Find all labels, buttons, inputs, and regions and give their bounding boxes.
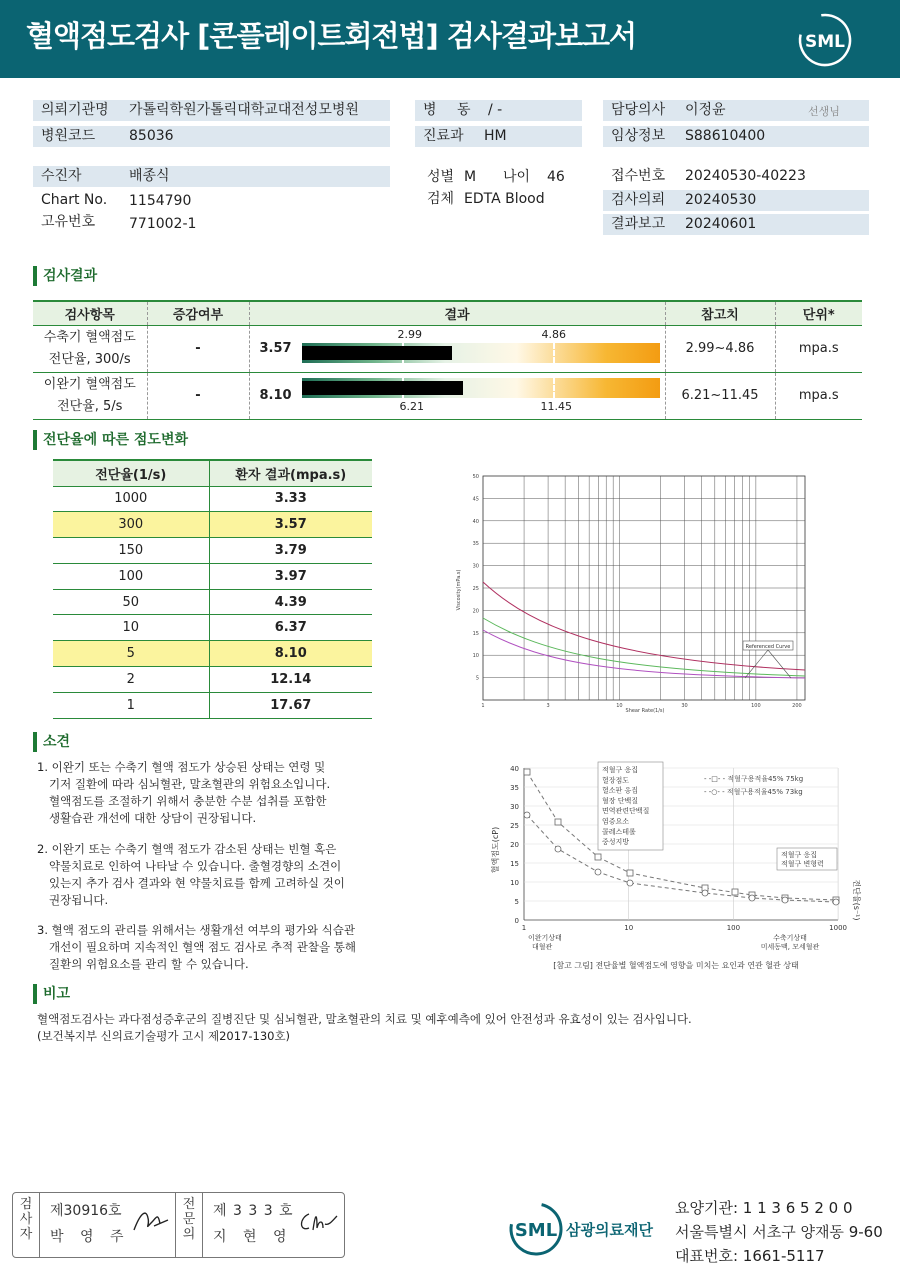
opinion-line: 있는지 추가 검사 결과와 현 약물치료를 함께 고려하실 것이 bbox=[49, 876, 345, 890]
doctor-value: 이정윤 bbox=[685, 102, 726, 118]
x-tick-label: 3 bbox=[546, 703, 550, 709]
table-row bbox=[53, 641, 372, 667]
curve-upper bbox=[483, 582, 805, 670]
marker-circle bbox=[555, 846, 561, 852]
ward-value: / - bbox=[488, 102, 503, 118]
hospital-code-value: 85036 bbox=[129, 128, 174, 144]
opinion-item-2 bbox=[37, 841, 382, 909]
specialist-signature bbox=[295, 1206, 340, 1236]
table-row bbox=[53, 589, 372, 615]
legend-73kg: - -○- - 적혈구용적율45% 73kg bbox=[704, 788, 803, 796]
opinion-line: 3. 혈액 점도의 관리를 위해서는 생활개선 여부의 평가와 식습관 bbox=[37, 923, 355, 937]
request-date-value: 20240530 bbox=[685, 192, 757, 208]
col-item: 검사항목 bbox=[33, 301, 147, 325]
shear-table bbox=[53, 459, 372, 719]
marker-circle bbox=[627, 880, 633, 886]
result-fill bbox=[302, 346, 452, 360]
reference-x-label: 전단율(s⁻¹) bbox=[852, 879, 861, 921]
patient-result-cell: 4.39 bbox=[209, 589, 372, 615]
dept-row: 진료과 bbox=[415, 126, 582, 147]
table-row bbox=[53, 512, 372, 538]
section-opinion: 소견 bbox=[33, 732, 70, 752]
patient-value: 배종식 bbox=[129, 168, 170, 184]
table-row bbox=[53, 667, 372, 693]
y-tick-label: 30 bbox=[472, 563, 479, 570]
change-value: - bbox=[147, 325, 249, 372]
shear-rate-cell: 2 bbox=[53, 667, 209, 693]
marker-circle bbox=[595, 869, 601, 875]
factor-item: 중성지방 bbox=[602, 838, 630, 847]
opinion-line: 2. 이완기 또는 수축기 혈액 점도가 감소된 상태는 빈혈 혹은 bbox=[37, 842, 337, 856]
marker-square bbox=[732, 889, 738, 895]
reference-caption: [참고 그림] 전단율별 혈액점도에 영향을 미치는 요인과 연관 혈관 상태 bbox=[553, 961, 799, 970]
patient-row: 수진자 bbox=[33, 166, 390, 187]
unit-value: mpa.s bbox=[775, 325, 862, 372]
factor-item: 적혈구 응집 bbox=[602, 766, 639, 774]
ref-high-marker bbox=[553, 378, 555, 398]
y-tick-label: 25 bbox=[472, 586, 479, 592]
ref-high-label: 4.86 bbox=[541, 327, 566, 341]
opinion-line: 1. 이완기 또는 수축기 혈액 점도가 상승된 상태는 연령 및 bbox=[37, 760, 326, 774]
shear-rate-cell: 300 bbox=[53, 512, 209, 538]
marker-circle bbox=[833, 899, 839, 905]
x-tick-label: 1 bbox=[521, 924, 527, 932]
shear-rate-cell: 150 bbox=[53, 538, 209, 564]
item-name: 이완기 혈액점도 bbox=[43, 376, 136, 392]
x-tick-label: 1000 bbox=[829, 924, 848, 932]
shear-rate-cell: 1000 bbox=[53, 486, 209, 512]
y-tick-label: 45 bbox=[472, 496, 479, 503]
chart-no-label: Chart No. bbox=[41, 192, 108, 208]
reference-y-label: 혈액점도(cP) bbox=[491, 826, 500, 874]
factor-item: 혈장 단백질 bbox=[602, 796, 639, 805]
x-right-caption-2: 미세동맥, 모세혈관 bbox=[760, 943, 820, 951]
viscosity-y-label: Viscosity(mPa.s) bbox=[456, 569, 462, 611]
clinical-value: S88610400 bbox=[685, 128, 766, 144]
section-remarks: 비고 bbox=[33, 984, 70, 1004]
y-tick-label: 30 bbox=[510, 803, 519, 811]
curve-lower bbox=[483, 630, 805, 678]
hospital-code-row: 병원코드 bbox=[33, 126, 390, 147]
shear-rate-cell: 10 bbox=[53, 615, 209, 641]
request-date-row: 검사의뢰 bbox=[603, 190, 869, 211]
factor-item: 콜레스테롤 bbox=[602, 827, 636, 836]
svg-text:SML: SML bbox=[805, 32, 845, 52]
x-right-caption-1: 수축기상태 bbox=[773, 934, 807, 942]
table-row bbox=[33, 372, 862, 419]
svg-text:SML: SML bbox=[514, 1220, 558, 1241]
y-tick-label: 15 bbox=[510, 860, 519, 868]
table-row bbox=[53, 563, 372, 589]
reference-value: 2.99~4.86 bbox=[665, 325, 775, 372]
opinion-line: 기저 질환에 따라 심뇌혈관, 말초혈관의 위험요소입니다. bbox=[49, 777, 331, 791]
col-reference: 참고치 bbox=[665, 301, 775, 325]
factor-item: 염증요소 bbox=[602, 817, 630, 826]
marker-circle bbox=[524, 812, 530, 818]
change-value: - bbox=[147, 372, 249, 419]
receipt-value: 20240530-40223 bbox=[685, 168, 806, 184]
table-row bbox=[53, 615, 372, 641]
patient-result-cell: 12.14 bbox=[209, 667, 372, 693]
table-row bbox=[33, 325, 862, 372]
patient-result-cell: 3.97 bbox=[209, 563, 372, 589]
remarks-line: (보건복지부 신의료기술평가 고시 제2017-130호) bbox=[37, 1028, 291, 1043]
result-bar-1 bbox=[250, 326, 665, 372]
marker-square bbox=[595, 854, 601, 860]
x-left-caption-1: 이완기상태 bbox=[528, 934, 562, 942]
y-tick-label: 10 bbox=[510, 879, 519, 887]
svg-text:삼광의료재단: 삼광의료재단 bbox=[566, 1221, 653, 1239]
unique-no-value: 771002-1 bbox=[129, 216, 197, 232]
result-value: 8.10 bbox=[259, 387, 292, 403]
x-tick-label: 10 bbox=[624, 924, 634, 932]
y-tick-label: 20 bbox=[510, 841, 519, 849]
opinion-item-1 bbox=[37, 759, 382, 827]
inspector-signature bbox=[130, 1204, 170, 1236]
report-title: 혈액점도검사 [콘플레이트회전법] 검사결과보고서 bbox=[26, 19, 636, 53]
opinion-item-3 bbox=[37, 922, 382, 973]
shear-rate-cell: 100 bbox=[53, 563, 209, 589]
col-change: 증감여부 bbox=[147, 301, 249, 325]
sml-logo bbox=[798, 13, 852, 67]
inspector-license: 제30916호 bbox=[50, 1203, 122, 1219]
section-shear: 전단율에 따른 점도변화 bbox=[33, 430, 188, 450]
opinion-line: 권장됩니다. bbox=[49, 893, 109, 907]
org-phone: 대표번호: 1661-5117 bbox=[675, 1247, 825, 1265]
request-org-value: 가톨릭학원가톨릭대학교대전성모병원 bbox=[129, 102, 359, 118]
y-tick-label: 5 bbox=[514, 898, 519, 906]
y-tick-label: 15 bbox=[472, 630, 479, 637]
ref-high-label: 11.45 bbox=[540, 399, 572, 413]
age-value: 46 bbox=[547, 169, 565, 185]
specimen-value: EDTA Blood bbox=[464, 191, 545, 207]
inspector-name: 박 영 주 bbox=[50, 1229, 130, 1245]
table-row bbox=[53, 486, 372, 512]
x-tick-label: 1 bbox=[481, 703, 485, 709]
y-tick-label: 40 bbox=[510, 765, 519, 773]
y-tick-label: 20 bbox=[472, 608, 479, 615]
ward-row: 병 동 bbox=[415, 100, 582, 121]
reference-chart bbox=[490, 760, 860, 975]
y-tick-label: 35 bbox=[510, 784, 519, 792]
ref-low-label: 6.21 bbox=[399, 399, 424, 413]
age-label: 나이 bbox=[503, 169, 531, 185]
shear-rate-cell: 1 bbox=[53, 692, 209, 718]
factor2-item: 적혈구 응집 bbox=[781, 851, 818, 859]
receipt-label: 접수번호 bbox=[611, 168, 666, 184]
marker-square bbox=[555, 819, 561, 825]
factor2-item: 적혈구 변형력 bbox=[781, 860, 824, 868]
annotation-text: Referenced Curve bbox=[745, 644, 791, 650]
shear-rate-cell: 5 bbox=[53, 641, 209, 667]
shear-rate-cell: 50 bbox=[53, 589, 209, 615]
y-tick-label: 0 bbox=[514, 917, 519, 925]
item-rate: 전단율, 5/s bbox=[57, 398, 123, 414]
x-tick-label: 10 bbox=[616, 703, 623, 709]
x-tick-label: 100 bbox=[751, 703, 761, 709]
col-unit: 단위* bbox=[775, 301, 862, 325]
opinion-line: 약물치료로 인하여 나타날 수 있습니다. 출혈경향의 소견이 bbox=[49, 859, 342, 873]
ref-high-marker bbox=[553, 343, 555, 363]
y-tick-label: 25 bbox=[510, 822, 519, 830]
org-info bbox=[675, 1196, 883, 1268]
marker-square bbox=[627, 870, 633, 876]
col-shear-rate: 전단율(1/s) bbox=[53, 460, 209, 486]
x-tick-label: 100 bbox=[726, 924, 741, 932]
factor-item: 혈장점도 bbox=[602, 776, 630, 785]
viscosity-x-label: Shear Rate(1/s) bbox=[625, 708, 665, 714]
col-result: 결과 bbox=[249, 301, 665, 325]
inspector-vertical-label: 검 사 자 bbox=[19, 1197, 33, 1242]
table-row bbox=[53, 692, 372, 718]
section-results: 검사결과 bbox=[33, 266, 97, 286]
specialist-license: 제 3 3 3 호 bbox=[213, 1203, 294, 1219]
legend-75kg: - -□- - 적혈구용적율45% 75kg bbox=[704, 775, 804, 783]
specialist-name: 지 현 영 bbox=[213, 1229, 293, 1245]
viscosity-chart bbox=[455, 470, 810, 720]
report-date-row: 결과보고 bbox=[603, 214, 869, 235]
org-logo bbox=[508, 1200, 663, 1258]
opinion-line: 질환의 위험요소를 관리 할 수 있습니다. bbox=[49, 957, 249, 971]
marker-circle bbox=[749, 895, 755, 901]
chart-no-value: 1154790 bbox=[129, 193, 192, 209]
marker-circle bbox=[782, 897, 788, 903]
item-rate: 전단율, 300/s bbox=[48, 351, 131, 367]
table-row bbox=[53, 538, 372, 564]
report-date-value: 20240601 bbox=[685, 216, 757, 232]
ref-low-label: 2.99 bbox=[397, 327, 422, 341]
unit-value: mpa.s bbox=[775, 372, 862, 419]
marker-circle bbox=[702, 890, 708, 896]
dept-value: HM bbox=[484, 128, 507, 144]
patient-result-cell: 3.33 bbox=[209, 486, 372, 512]
results-table bbox=[33, 300, 862, 420]
sex-value: M bbox=[464, 169, 477, 185]
doctor-row: 담당의사 bbox=[603, 100, 869, 121]
unique-no-label: 고유번호 bbox=[41, 214, 96, 230]
col-patient-result: 환자 결과(mpa.s) bbox=[209, 460, 372, 486]
org-address: 서울특별시 서초구 양재동 9-60 bbox=[675, 1223, 883, 1241]
opinion-line: 혈액점도를 조절하기 위해서 충분한 수분 섭취를 포함한 bbox=[49, 794, 327, 808]
y-tick-label: 35 bbox=[472, 541, 479, 548]
x-left-caption-2: 대혈관 bbox=[532, 943, 553, 951]
y-tick-label: 50 bbox=[472, 474, 479, 480]
patient-result-cell: 6.37 bbox=[209, 615, 372, 641]
y-tick-label: 40 bbox=[472, 518, 479, 525]
factor-item: 면역관련단백질 bbox=[602, 807, 650, 816]
patient-result-cell: 17.67 bbox=[209, 692, 372, 718]
care-code: 요양기관: 1 1 3 6 5 2 0 0 bbox=[675, 1199, 853, 1217]
remarks-line: 혈액점도검사는 과다점성증후군의 질병진단 및 심뇌혈관, 말초혈관의 치료 및 예후예측에 있어 안전성과 유효성이 있는 검사입니다. bbox=[37, 1012, 692, 1026]
patient-result-cell: 3.57 bbox=[209, 512, 372, 538]
factors-box bbox=[598, 762, 663, 850]
clinical-row: 임상정보 bbox=[603, 126, 869, 147]
result-value: 3.57 bbox=[259, 340, 292, 356]
result-fill bbox=[302, 381, 463, 395]
x-tick-label: 30 bbox=[681, 703, 688, 709]
item-name: 수축기 혈액점도 bbox=[43, 329, 136, 345]
opinion-line: 생활습관 개선에 대한 상담이 권장됩니다. bbox=[49, 811, 257, 825]
x-tick-label: 200 bbox=[792, 703, 802, 709]
factor-item: 혈소판 응집 bbox=[602, 786, 639, 795]
specialist-vertical-label: 전 문 의 bbox=[182, 1197, 196, 1242]
y-tick-label: 10 bbox=[472, 653, 479, 660]
patient-result-cell: 8.10 bbox=[209, 641, 372, 667]
specimen-label: 검체 bbox=[427, 191, 455, 207]
result-bar-2 bbox=[250, 373, 665, 419]
marker-square bbox=[524, 769, 530, 775]
reference-value: 6.21~11.45 bbox=[665, 372, 775, 419]
patient-result-cell: 3.79 bbox=[209, 538, 372, 564]
y-tick-label: 5 bbox=[475, 675, 479, 682]
doctor-suffix: 선생님 bbox=[808, 105, 840, 118]
opinion-line: 개선이 필요하며 지속적인 혈액 점도 검사로 추적 관찰을 통해 bbox=[49, 940, 356, 954]
request-org-row: 의뢰기관명 bbox=[33, 100, 390, 121]
sex-label: 성별 bbox=[427, 169, 455, 185]
remarks-text bbox=[37, 1011, 857, 1044]
